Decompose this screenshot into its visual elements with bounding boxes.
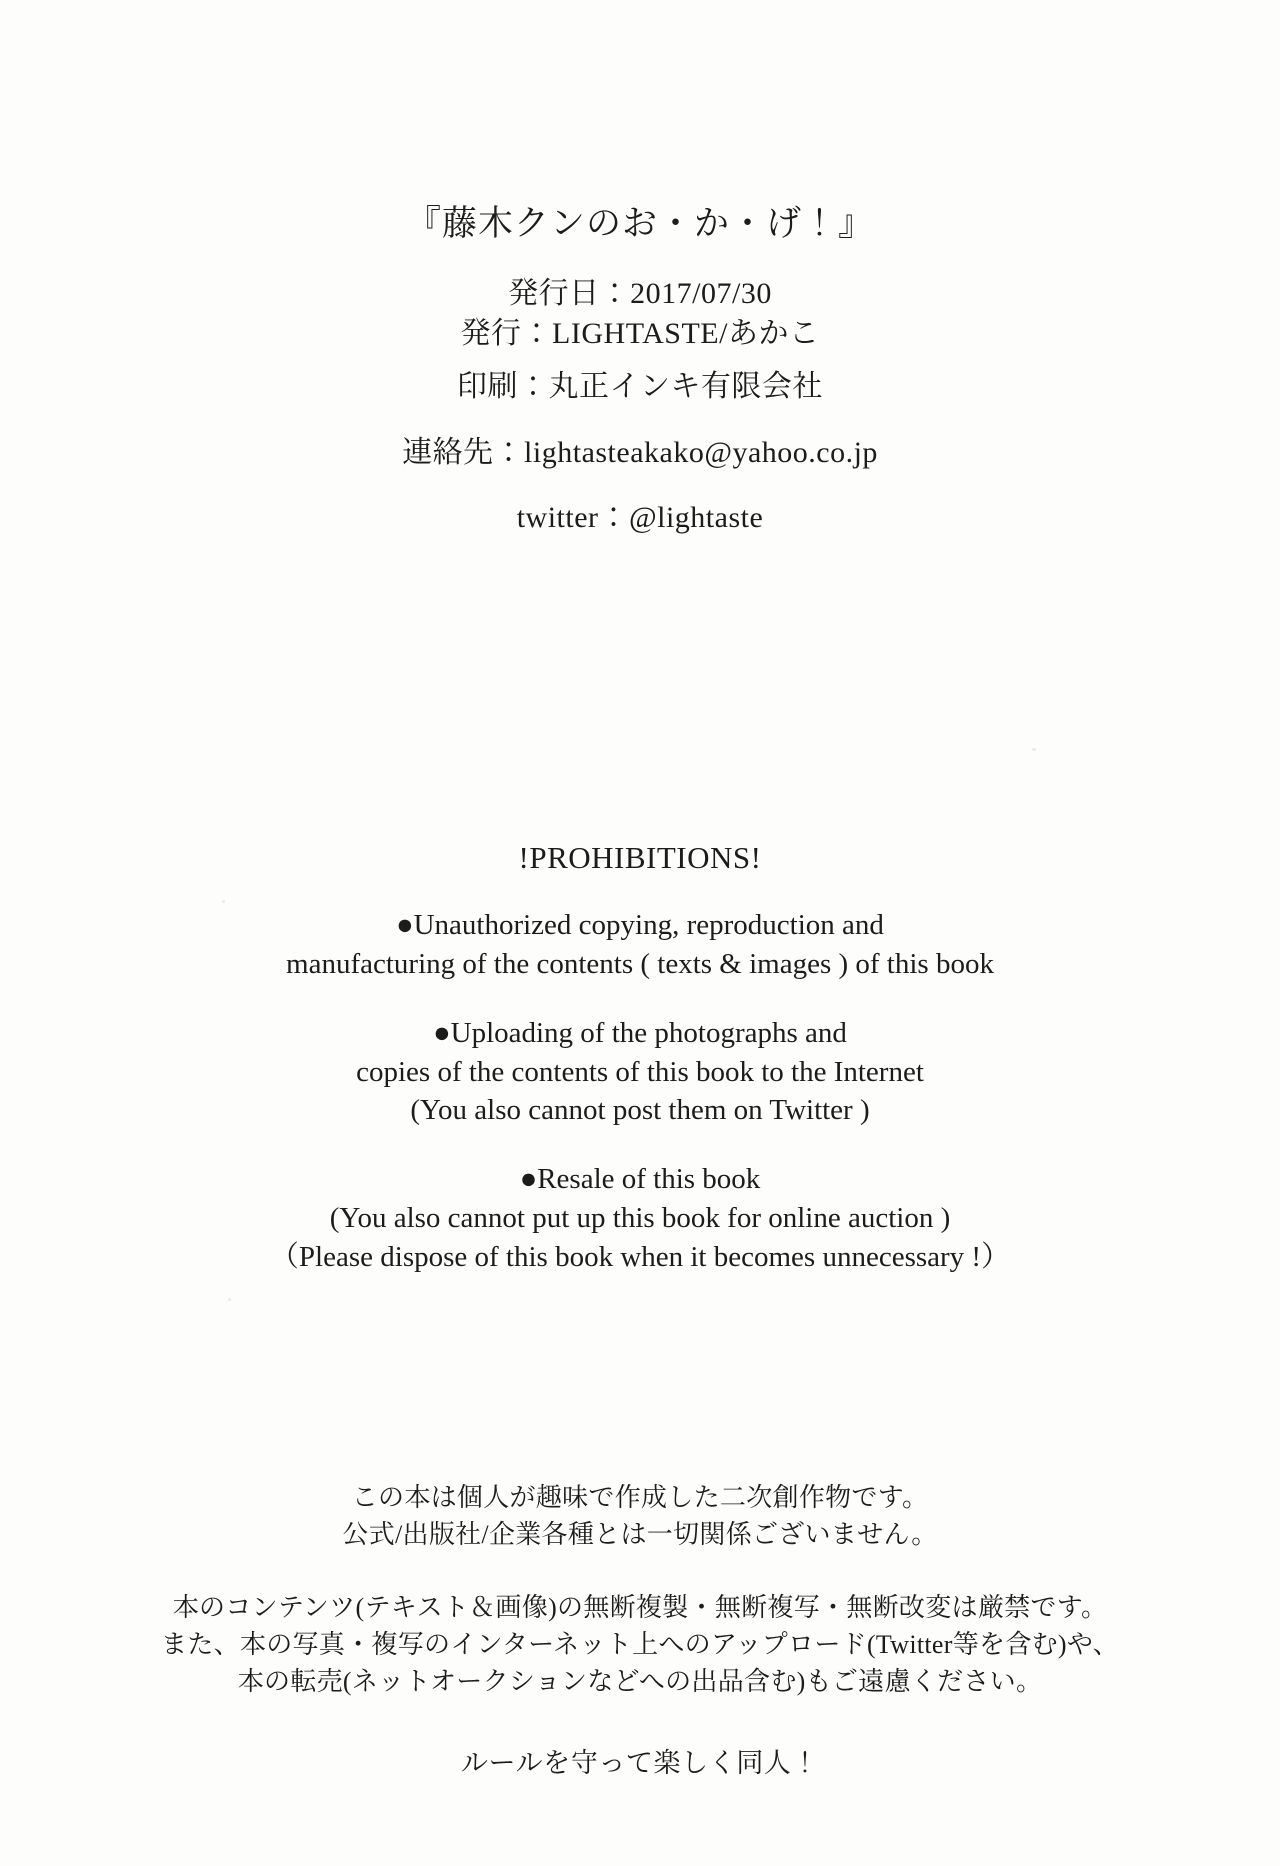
contact-email: 連絡先：lightasteakako@yahoo.co.jp [402,435,878,469]
prohibition-line: (You also cannot post them on Twitter ) [410,1094,870,1127]
prohibition-line: (You also cannot put up this book for online auction ) [329,1202,951,1235]
disclaimer-line: 公式/出版社/企業各種とは一切関係ございません。 [342,1519,938,1549]
restriction-line: 本のコンテンツ(テキスト＆画像)の無断複製・無断複写・無断改変は厳禁です。 [172,1592,1108,1622]
prohibition-line: copies of the contents of this book to the Internet [356,1055,924,1088]
prohibitions-block [0,840,1280,1277]
twitter-handle: twitter：@lightaste [516,501,764,535]
prohibition-line: ●Resale of this book [519,1163,761,1196]
paper-speck [1032,748,1036,751]
prohibition-item [0,906,1280,984]
disclaimer [0,1480,1280,1554]
restrictions [0,1590,1280,1701]
printer: 印刷：丸正インキ有限会社 [457,370,823,404]
prohibition-line: ●Uploading of the photographs and [433,1016,847,1049]
disclaimer-line: この本は個人が趣味で作成した二次創作物です。 [351,1483,929,1512]
colophon-block [0,196,1280,538]
closing-message: ルールを守って楽しく同人！ [460,1747,820,1778]
book-title: 『藤木クンのお・か・げ！』 [405,204,874,243]
paper-speck [228,1298,231,1301]
prohibition-line: ●Unauthorized copying, reproduction and [396,909,884,941]
prohibition-item [0,1014,1280,1131]
restriction-line: 本の転売(ネットオークションなどへの出品含む)もご遠慮ください。 [237,1666,1043,1696]
prohibition-line: （Please dispose of this book when it becomes unnecessary !） [269,1241,1011,1274]
prohibition-line: manufacturing of the contents ( texts & images ) of this book [286,947,994,980]
publication-date: 発行日：2017/07/30 [508,277,772,310]
prohibition-item [0,1160,1280,1277]
japanese-notes-block [0,1480,1280,1780]
restriction-line: また、本の写真・複写のインターネット上へのアップロード(Twitter等を含む)や、 [161,1629,1119,1659]
publisher: 発行：LIGHTASTE/あかこ [460,316,820,350]
prohibitions-heading: !PROHIBITIONS! [518,840,762,875]
